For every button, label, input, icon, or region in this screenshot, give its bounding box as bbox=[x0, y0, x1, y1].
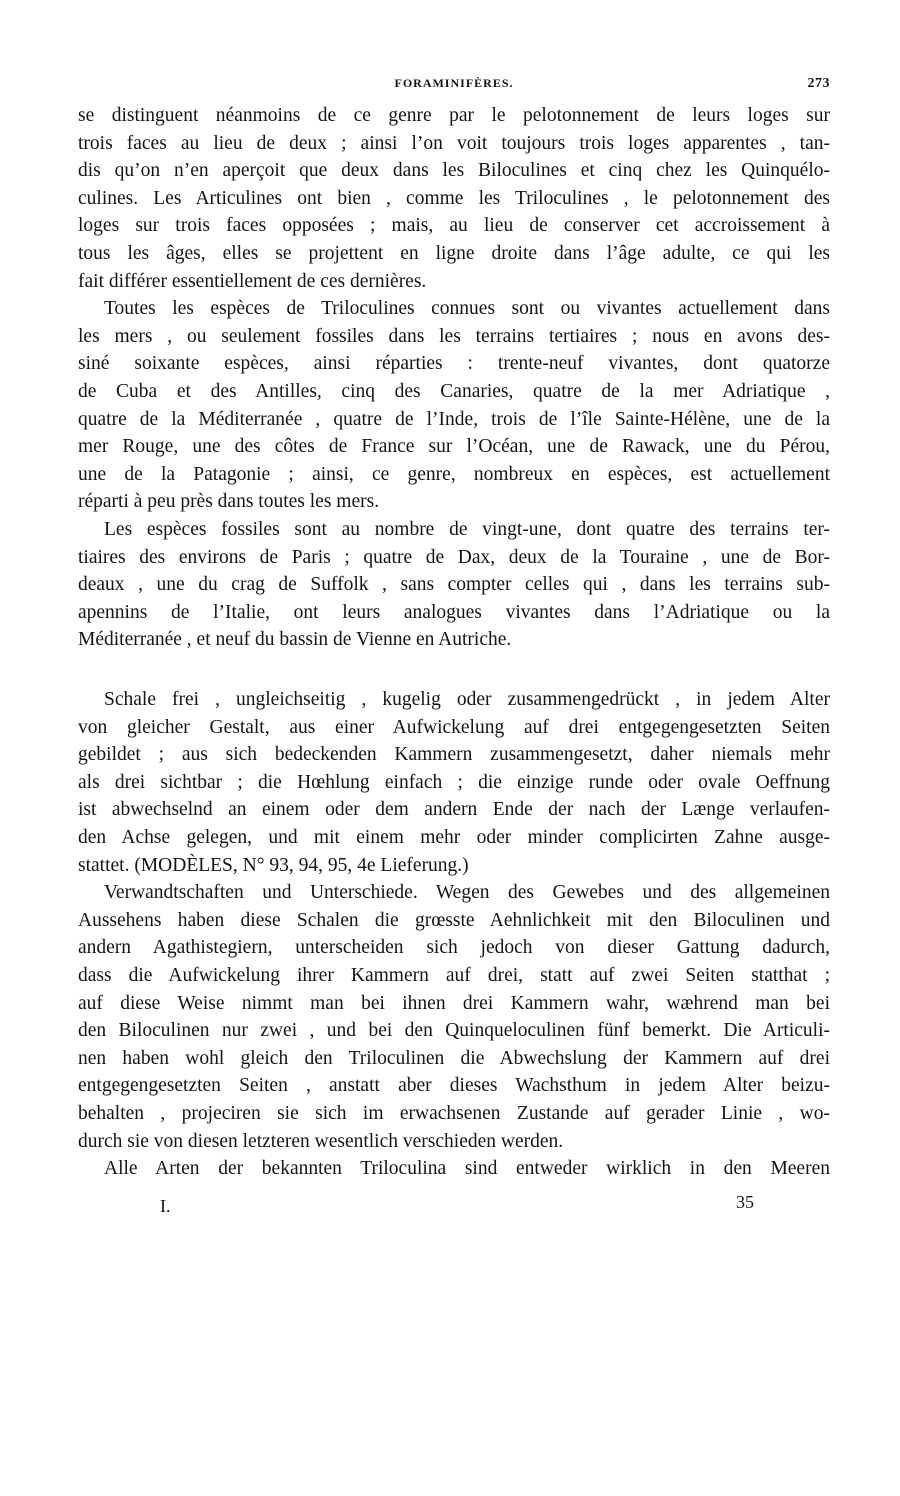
text-line: durch sie von diesen letzteren wesentlich verschieden werden. bbox=[78, 1130, 564, 1152]
text-line: loges sur trois faces opposées ; mais, au lieu de conserver cet accroissement à bbox=[78, 215, 830, 237]
text-line: andern Agathistegiern, unterscheiden sich jedoch von dieser Gattung dadurch, bbox=[78, 937, 830, 959]
text-line: Schale frei , ungleichseitig , kugelig oder zusammengedrückt , in jedem Alter bbox=[104, 689, 830, 710]
text-line: quatre de la Méditerranée , quatre de l’Inde, trois de l’île Sainte-Hélène, une de la bbox=[78, 408, 830, 430]
text-line: von gleicher Gestalt, aus einer Aufwickelung auf drei entgegengesetzten Seiten bbox=[78, 716, 830, 738]
text-line: entgegengesetzten Seiten , anstatt aber dieses Wachsthum in jedem Alter beizu- bbox=[78, 1075, 830, 1097]
text-line: Les espèces fossiles sont au nombre de vingt-une, dont quatre des terrains ter- bbox=[104, 518, 830, 540]
page-number: 273 bbox=[807, 76, 830, 91]
signature-mark: I. bbox=[160, 1196, 171, 1216]
text-line: dis qu’on n’en aperçoit que deux dans les Biloculines et cinq chez les Quinquélo- bbox=[78, 160, 830, 182]
text-line: apennins de l’Italie, ont leurs analogues vivantes dans l’Adriatique ou la bbox=[78, 601, 830, 623]
text-line: tous les âges, elles se projettent en ligne droite dans l’âge adulte, ce qui les bbox=[78, 242, 830, 264]
text-line: den Biloculinen nur zwei , und bei den Quinqueloculinen fünf bemerkt. Die Articuli- bbox=[78, 1020, 830, 1042]
text-line: fait différer essentiellement de ces dernières. bbox=[78, 270, 427, 292]
text-line: gebildet ; aus sich bedeckenden Kammern zusammengesetzt, daher niemals mehr bbox=[78, 744, 830, 766]
text-line: den Achse gelegen, und mit einem mehr oder minder complicirten Zahne ausge- bbox=[78, 826, 830, 848]
german-text-block bbox=[78, 686, 830, 1183]
text-line: Alle Arten der bekannten Triloculina sind entweder wirklich in den Meeren bbox=[104, 1158, 830, 1180]
text-line: siné soixante espèces, ainsi réparties : trente-neuf vivantes, dont quatorze bbox=[78, 353, 830, 375]
text-line: Aussehens haben diese Schalen die grœsste Aehnlichkeit mit den Biloculinen und bbox=[78, 909, 830, 931]
text-line: ist abwechselnd an einem oder dem andern Ende der nach der Længe verlaufen- bbox=[78, 799, 830, 821]
running-head bbox=[78, 76, 830, 96]
sheet-number: 35 bbox=[736, 1192, 754, 1212]
text-line: réparti à peu près dans toutes les mers. bbox=[78, 491, 380, 513]
text-line: culines. Les Articulines ont bien , comme les Triloculines , le pelotonnement des bbox=[78, 187, 830, 209]
text-line: une de la Patagonie ; ainsi, ce genre, nombreux en espèces, est actuellement bbox=[78, 463, 830, 485]
text-line: auf diese Weise nimmt man bei ihnen drei Kammern wahr, wæhrend man bei bbox=[78, 992, 830, 1014]
text-line: Méditerranée , et neuf du bassin de Vienne en Autriche. bbox=[78, 629, 512, 651]
text-line: deaux , une du crag de Suffolk , sans compter celles qui , dans les terrains sub- bbox=[78, 574, 830, 596]
text-line: Verwandtschaften und Unterschiede. Wegen des Gewebes und des allgemeinen bbox=[104, 882, 830, 904]
text-line: als drei sichtbar ; die Hœhlung einfach ; die einzige runde oder ovale Oeffnung bbox=[78, 771, 830, 793]
running-title: FORAMINIFÈRES. bbox=[394, 76, 514, 90]
text-line: dass die Aufwickelung ihrer Kammern auf drei, statt auf zwei Seiten statthat ; bbox=[78, 964, 830, 986]
french-text-block bbox=[78, 102, 830, 654]
text-line: mer Rouge, une des côtes de France sur l’Océan, une de Rawack, une du Pérou, bbox=[78, 436, 830, 458]
book-page bbox=[78, 0, 830, 1496]
text-line: behalten , projeciren sie sich im erwachsenen Zustande auf gerader Linie , wo- bbox=[78, 1102, 830, 1124]
text-line: de Cuba et des Antilles, cinq des Canaries, quatre de la mer Adriatique , bbox=[78, 380, 830, 402]
text-line: stattet. (MODÈLES, N° 93, 94, 95, 4e Lieferung.) bbox=[78, 854, 469, 876]
page-footer bbox=[78, 1192, 830, 1216]
text-line: Toutes les espèces de Triloculines connues sont ou vivantes actuellement dans bbox=[104, 298, 830, 320]
text-line: tiaires des environs de Paris ; quatre de Dax, deux de la Touraine , une de Bor- bbox=[78, 546, 830, 568]
text-line: nen haben wohl gleich den Triloculinen die Abwechslung der Kammern auf drei bbox=[78, 1047, 830, 1069]
text-line: trois faces au lieu de deux ; ainsi l’on voit toujours trois loges apparentes , tan- bbox=[78, 132, 830, 154]
text-line: se distinguent néanmoins de ce genre par le pelotonnement de leurs loges sur bbox=[78, 105, 830, 126]
text-line: les mers , ou seulement fossiles dans les terrains tertiaires ; nous en avons des- bbox=[78, 325, 830, 347]
